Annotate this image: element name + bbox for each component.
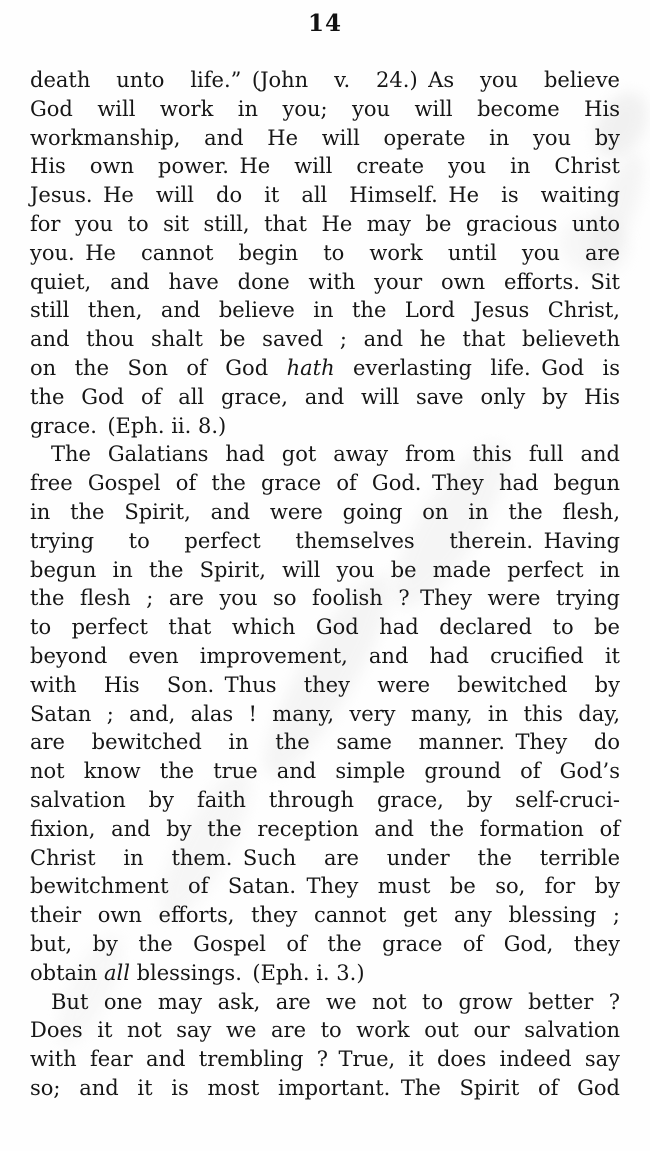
- text-line: [30, 728, 620, 757]
- text-line: [30, 181, 620, 210]
- text-segment: Jesus. He will do it all Himself. He is waiting: [30, 183, 620, 208]
- text-line: [30, 383, 620, 412]
- text-segment: begun in the Spirit, will you be made perfect in: [30, 557, 620, 582]
- text-segment: and thou shalt be saved ; and he that believeth: [30, 327, 620, 352]
- text-segment: grace. (Eph. ii. 8.): [30, 413, 227, 438]
- text-line: [30, 296, 620, 325]
- text-segment: The Galatians had got away from this full and: [51, 442, 620, 467]
- text-line: [30, 325, 620, 354]
- text-segment: death unto life.” (John v. 24.) As you believe: [30, 68, 620, 92]
- text-line: [30, 1016, 620, 1045]
- italic-text: hath: [286, 355, 335, 380]
- text-line: [30, 872, 620, 901]
- text-line: [30, 700, 620, 729]
- paragraph: [30, 988, 620, 1103]
- text-line: [30, 498, 620, 527]
- text-segment: obtain: [30, 960, 104, 985]
- text-line: [30, 210, 620, 239]
- text-segment: for you to sit still, that He may be gracious unto: [30, 211, 620, 236]
- text-line: [30, 239, 620, 268]
- text-segment: salvation by faith through grace, by self-cruci-: [30, 787, 620, 812]
- text-segment: with fear and trembling ? True, it does indeed say: [30, 1047, 620, 1072]
- text-line: [30, 988, 620, 1017]
- text-line: [30, 1074, 620, 1103]
- text-line: [30, 901, 620, 930]
- text-segment: their own efforts, they cannot get any blessing ;: [30, 903, 620, 928]
- paragraph: [30, 440, 620, 987]
- text-segment: to perfect that which God had declared to be: [30, 615, 620, 640]
- text-line: [30, 412, 620, 441]
- text-segment: the God of all grace, and will save only by His: [30, 384, 620, 409]
- text-line: [30, 844, 620, 873]
- text-segment: beyond even improvement, and had crucified it: [30, 643, 620, 668]
- text-line: [30, 959, 620, 988]
- text-line: [30, 757, 620, 786]
- text-line: [30, 613, 620, 642]
- text-line: [30, 354, 620, 383]
- text-segment: so; and it is most important. The Spirit of God: [30, 1075, 620, 1100]
- text-line: [30, 124, 620, 153]
- text-line: [30, 815, 620, 844]
- text-line: [30, 268, 620, 297]
- text-line: [30, 152, 620, 181]
- text-line: [30, 527, 620, 556]
- text-line: [30, 556, 620, 585]
- text-line: [30, 671, 620, 700]
- page-text: [30, 66, 620, 1103]
- text-line: [30, 469, 620, 498]
- text-segment: quiet, and have done with your own efforts. Sit: [30, 269, 620, 294]
- text-segment: Does it not say we are to work out our salvation: [30, 1018, 620, 1043]
- italic-text: all: [103, 960, 130, 985]
- text-segment: fixion, and by the reception and the formation of: [30, 816, 620, 841]
- text-segment: are bewitched in the same manner. They do: [30, 730, 620, 755]
- text-line: [30, 95, 620, 124]
- text-segment: everlasting life. God is: [334, 355, 620, 380]
- text-segment: His own power. He will create you in Christ: [30, 154, 620, 179]
- text-line: [30, 786, 620, 815]
- text-segment: in the Spirit, and were going on in the flesh,: [30, 499, 620, 524]
- text-segment: on the Son of God: [30, 355, 287, 380]
- text-segment: but, by the Gospel of the grace of God, they: [30, 931, 620, 956]
- text-segment: with His Son. Thus they were bewitched by: [30, 672, 620, 697]
- text-segment: But one may ask, are we not to grow better ?: [51, 989, 620, 1014]
- text-line: [30, 66, 620, 95]
- text-line: [30, 930, 620, 959]
- text-segment: workmanship, and He will operate in you by: [30, 125, 620, 150]
- text-segment: not know the true and simple ground of God’s: [30, 759, 620, 784]
- text-segment: Satan ; and, alas ! many, very many, in this day,: [30, 701, 620, 726]
- text-segment: Christ in them. Such are under the terrible: [30, 845, 620, 870]
- text-segment: God will work in you; you will become His: [30, 96, 620, 121]
- text-segment: blessings. (Eph. i. 3.): [129, 960, 365, 985]
- text-line: [30, 1045, 620, 1074]
- text-line: [30, 642, 620, 671]
- text-segment: still then, and believe in the Lord Jesus Christ,: [30, 298, 620, 323]
- text-segment: free Gospel of the grace of God. They had begun: [30, 471, 620, 496]
- text-segment: trying to perfect themselves therein. Having: [30, 528, 620, 553]
- text-line: [30, 440, 620, 469]
- text-segment: the flesh ; are you so foolish ? They were trying: [30, 586, 620, 611]
- text-segment: bewitchment of Satan. They must be so, for by: [30, 874, 620, 899]
- text-line: [30, 584, 620, 613]
- paragraph: [30, 66, 620, 440]
- page-number: 14: [307, 10, 342, 37]
- text-segment: you. He cannot begin to work until you are: [30, 240, 620, 265]
